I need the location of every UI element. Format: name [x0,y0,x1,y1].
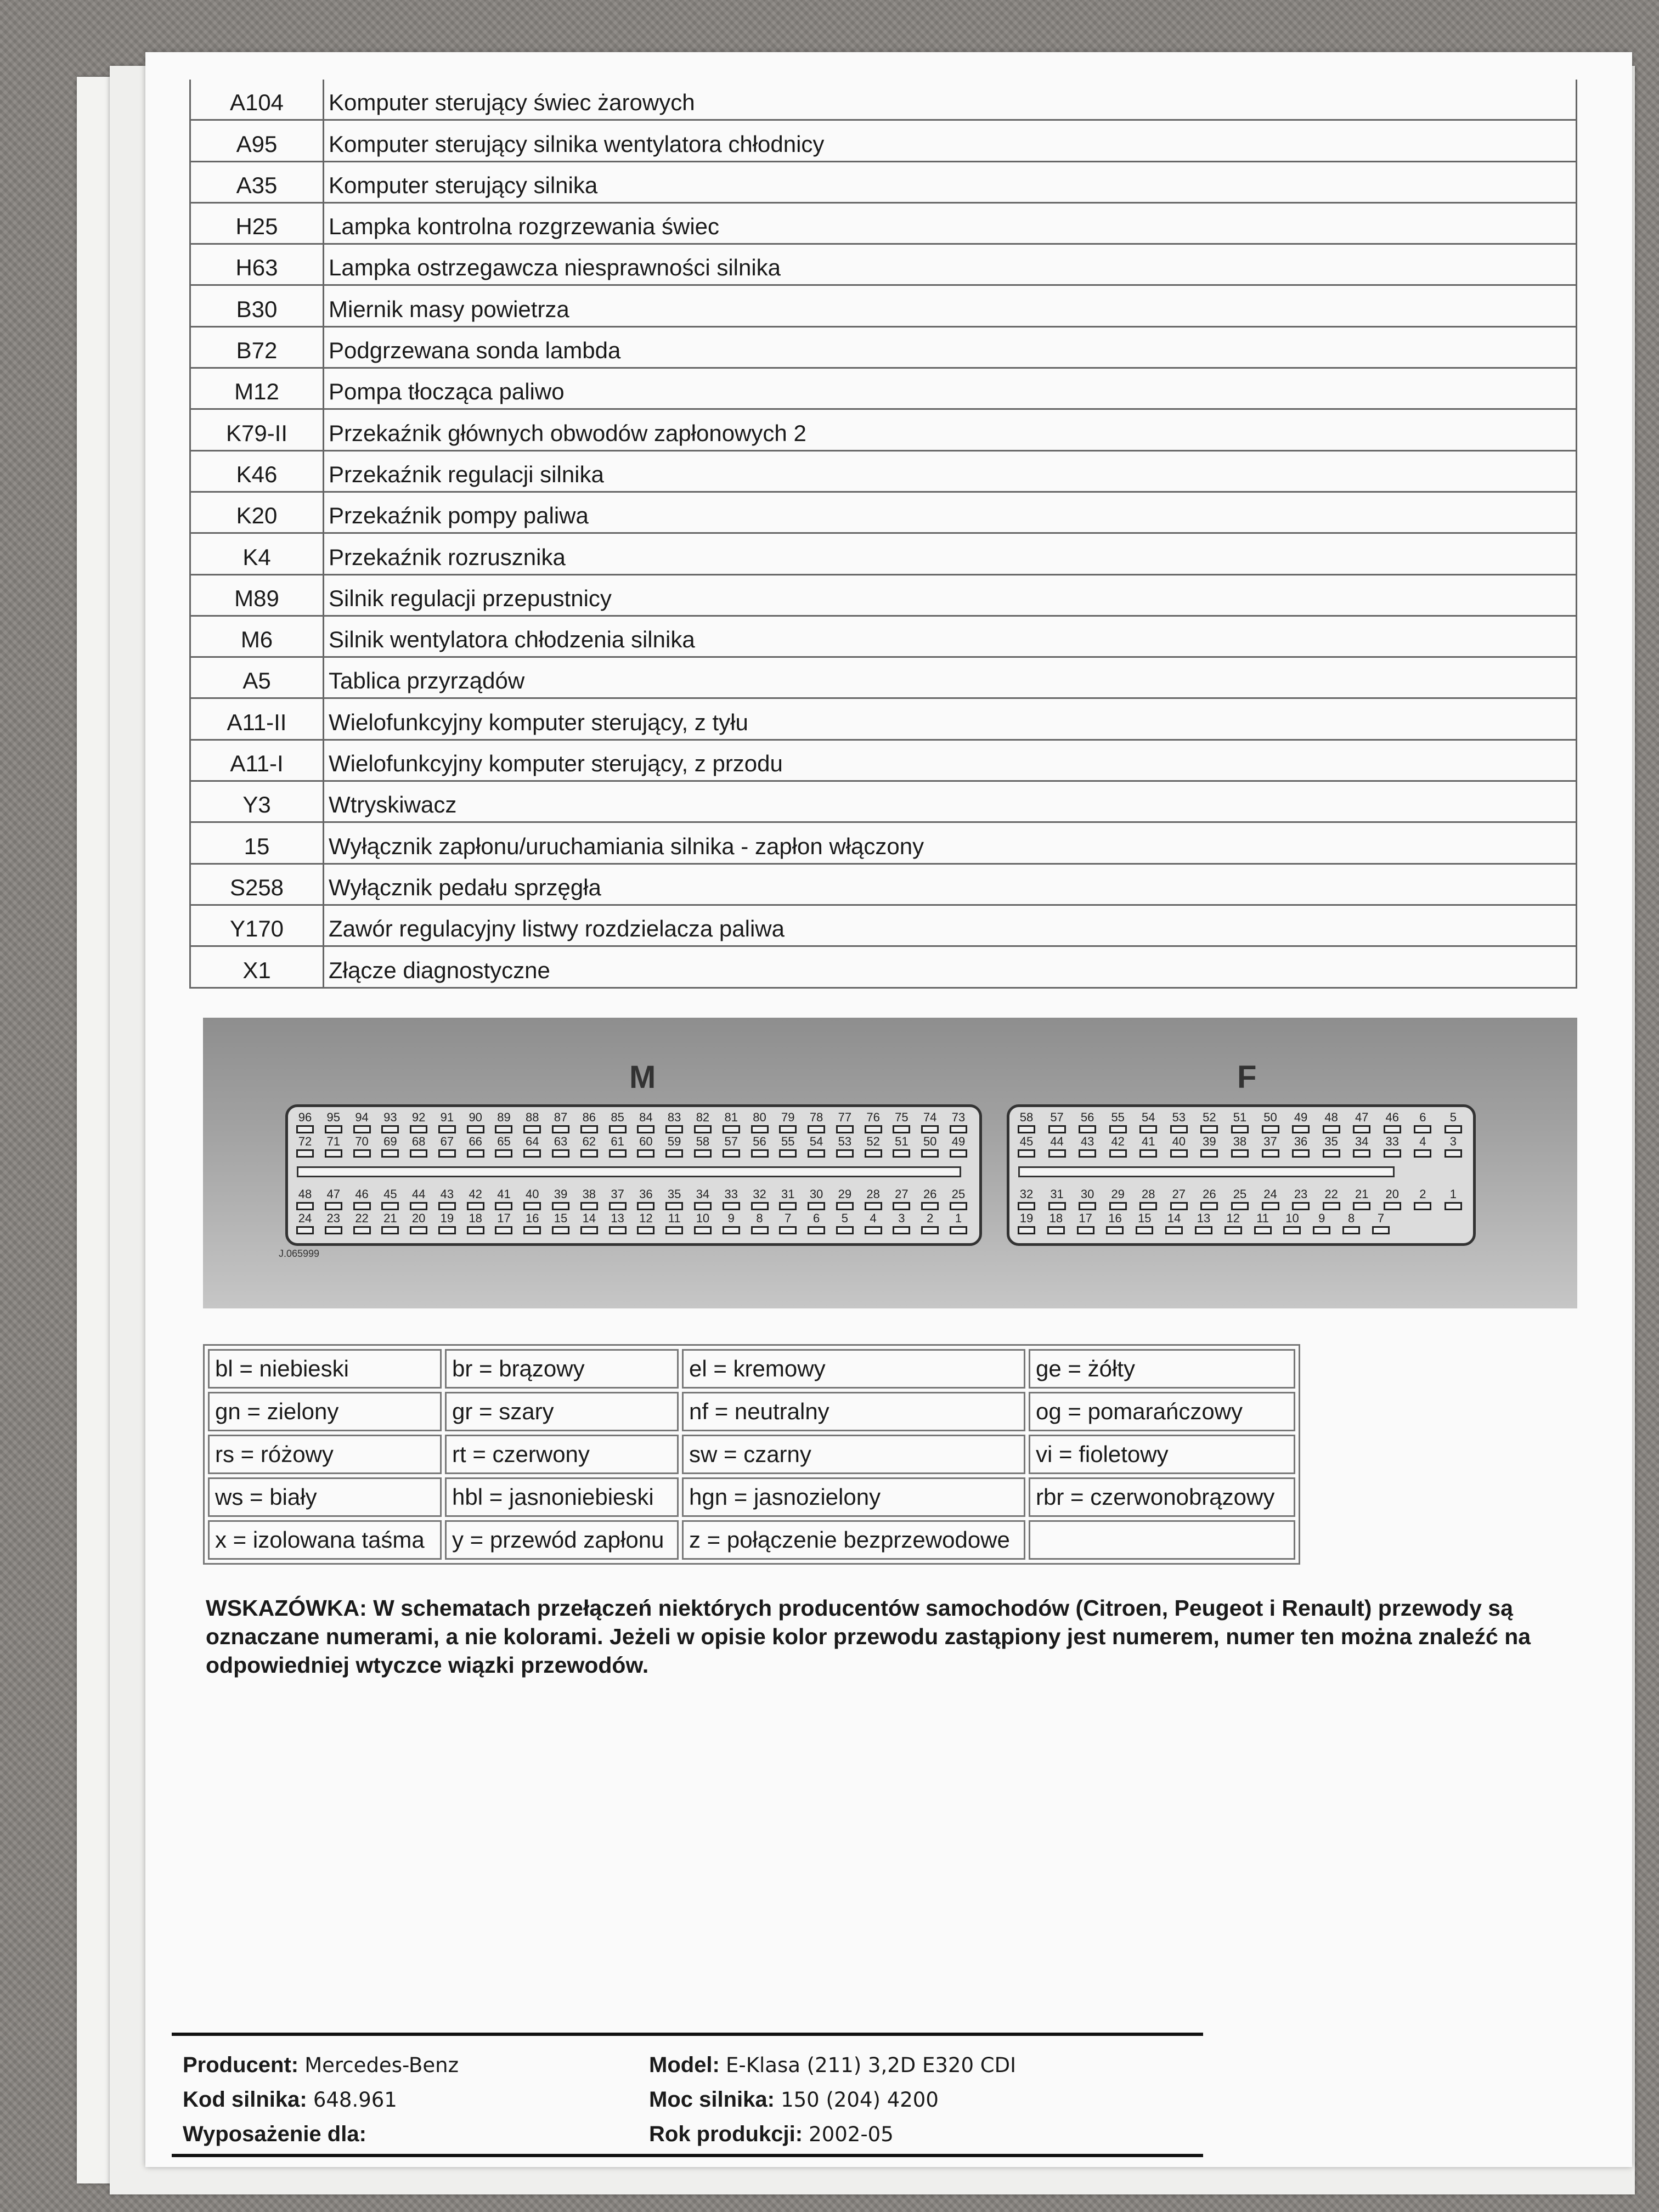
legend-row [208,1477,1295,1517]
connector-pin: 12 [1224,1212,1243,1234]
connector-divider [1018,1166,1395,1177]
connector-pin: 17 [1076,1212,1095,1234]
component-description: Wyłącznik zapłonu/uruchamiania silnika - zapłon włączony [324,822,1577,864]
connector-pin: 48 [1322,1111,1341,1133]
component-description: Komputer sterujący silnika [324,161,1577,202]
component-description: Przekaźnik pompy paliwa [324,492,1577,533]
connector-pin: 20 [409,1212,428,1234]
component-code: M6 [190,616,324,657]
component-code: A35 [190,161,324,202]
connector-pin: 50 [1261,1111,1280,1133]
component-row [190,409,1577,450]
component-description: Przekaźnik głównych obwodów zapłonowych 2 [324,409,1577,450]
connector-pin: 54 [1139,1111,1158,1133]
connector-pin: 1 [1444,1188,1463,1210]
component-description: Miernik masy powietrza [324,285,1577,326]
connector-pin: 3 [892,1212,911,1234]
connector-pin: 94 [353,1111,371,1133]
connector-pin: 52 [1200,1111,1218,1133]
connector-pin: 16 [523,1212,541,1234]
connector-pin: 67 [438,1136,456,1158]
component-code: M89 [190,574,324,616]
component-row [190,285,1577,326]
connector-pin: 41 [494,1188,513,1210]
legend-cell: bl = niebieski [208,1349,442,1389]
connector-pin: 83 [665,1111,684,1133]
connector-pin: 8 [1342,1212,1361,1234]
connector-pin: 65 [494,1136,513,1158]
legend-cell: x = izolowana taśma [208,1520,442,1560]
legend-cell: br = brązowy [445,1349,679,1389]
connector-pin: 56 [751,1136,769,1158]
connector-pin: 54 [807,1136,826,1158]
connector-pin: 42 [1109,1136,1127,1158]
component-description: Wielofunkcyjny komputer sterujący, z tyłu [324,698,1577,740]
component-row [190,740,1577,781]
component-code: A5 [190,657,324,698]
component-code: Y170 [190,905,324,946]
connector-pin: 7 [1372,1212,1390,1234]
pin-row [1017,1188,1463,1210]
component-description: Lampka kontrolna rozgrzewania świec [324,202,1577,244]
connector-pin: 69 [381,1136,399,1158]
connector-pin: 22 [1322,1188,1341,1210]
connector-pin: 75 [892,1111,911,1133]
connector-pin: 27 [1170,1188,1188,1210]
pin-row [296,1188,968,1210]
connector-pin: 25 [1231,1188,1249,1210]
component-code: K4 [190,533,324,574]
legend-row [208,1349,1295,1389]
component-description: Silnik wentylatora chłodzenia silnika [324,616,1577,657]
component-row [190,450,1577,492]
legend-row [208,1435,1295,1474]
producent-label: Producent: [183,2053,299,2077]
connector-pin: 47 [1352,1111,1371,1133]
connector-diagram [203,1018,1577,1308]
connector-pin: 4 [1413,1136,1432,1158]
connector-pin: 1 [949,1212,968,1234]
footer-right [649,2048,1016,2152]
connector-pin: 37 [608,1188,627,1210]
connector-pin: 78 [807,1111,826,1133]
legend-cell: gr = szary [445,1392,679,1431]
connector-pin: 9 [1312,1212,1331,1234]
legend-cell: ge = żółty [1029,1349,1295,1389]
connector-pin: 41 [1139,1136,1158,1158]
kod-label: Kod silnika: [183,2087,307,2112]
connector-pin: 23 [1291,1188,1310,1210]
connector-pin: 73 [949,1111,968,1133]
connector-pin: 45 [381,1188,399,1210]
component-row [190,80,1577,120]
connector-pin: 13 [608,1212,627,1234]
connector-pin: 64 [523,1136,541,1158]
connector-pin: 89 [494,1111,513,1133]
component-description: Złącze diagnostyczne [324,946,1577,988]
connector-pin: 29 [836,1188,854,1210]
connector-pin: 79 [778,1111,797,1133]
connector-pin: 22 [353,1212,371,1234]
connector-m [285,1104,982,1246]
component-code: X1 [190,946,324,988]
rok-label: Rok produkcji: [649,2122,803,2146]
connector-pin: 66 [466,1136,485,1158]
connector-pin: 11 [1254,1212,1272,1234]
connector-pin: 25 [949,1188,968,1210]
component-description: Komputer sterujący świec żarowych [324,80,1577,120]
connector-m-label: M [629,1059,656,1095]
component-code: A104 [190,80,324,120]
connector-pin: 68 [409,1136,428,1158]
component-code: S258 [190,864,324,905]
connector-pin: 12 [636,1212,655,1234]
connector-f-label: F [1237,1059,1257,1095]
pin-row [1017,1136,1463,1158]
connector-pin: 72 [296,1136,314,1158]
connector-pin: 30 [1078,1188,1097,1210]
legend-cell: vi = fioletowy [1029,1435,1295,1474]
pin-row [1017,1111,1463,1133]
connector-pin: 5 [1444,1111,1463,1133]
connector-pin: 8 [751,1212,769,1234]
connector-pin: 37 [1261,1136,1280,1158]
connector-pin: 21 [1352,1188,1371,1210]
pin-row [296,1212,968,1234]
connector-pin: 39 [1200,1136,1218,1158]
connector-pin: 39 [551,1188,570,1210]
component-row [190,574,1577,616]
connector-pin: 9 [722,1212,741,1234]
pin-row [296,1136,968,1158]
component-row [190,657,1577,698]
connector-pin: 15 [1135,1212,1154,1234]
connector-pin: 44 [1048,1136,1066,1158]
legend-row [208,1520,1295,1560]
connector-pin: 81 [722,1111,741,1133]
connector-pin: 52 [864,1136,883,1158]
component-description: Wtryskiwacz [324,781,1577,822]
connector-pin: 48 [296,1188,314,1210]
connector-pin: 86 [580,1111,599,1133]
connector-pin: 43 [1078,1136,1097,1158]
connector-pin: 58 [693,1136,712,1158]
connector-pin: 2 [921,1212,939,1234]
legend-cell: rbr = czerwonobrązowy [1029,1477,1295,1517]
component-row [190,161,1577,202]
connector-pin: 95 [324,1111,343,1133]
connector-pin: 49 [1291,1111,1310,1133]
connector-pin: 92 [409,1111,428,1133]
connector-pin: 90 [466,1111,485,1133]
component-row [190,492,1577,533]
connector-pin: 82 [693,1111,712,1133]
connector-pin: 36 [1291,1136,1310,1158]
component-row [190,120,1577,161]
component-code: H25 [190,202,324,244]
component-code: 15 [190,822,324,864]
component-code: Y3 [190,781,324,822]
connector-pin: 71 [324,1136,343,1158]
connector-pin: 32 [1017,1188,1036,1210]
legend-cell: sw = czarny [682,1435,1025,1474]
document-page [145,52,1632,2167]
connector-pin: 28 [864,1188,883,1210]
connector-pin: 46 [353,1188,371,1210]
connector-pin: 14 [580,1212,599,1234]
component-code: K20 [190,492,324,533]
legend-cell: rt = czerwony [445,1435,679,1474]
connector-pin: 58 [1017,1111,1036,1133]
connector-pin: 50 [921,1136,939,1158]
legend-row [208,1392,1295,1431]
footer-left [183,2048,459,2151]
connector-pin: 49 [949,1136,968,1158]
connector-pin: 6 [807,1212,826,1234]
legend-cell: hbl = jasnoniebieski [445,1477,679,1517]
component-row [190,905,1577,946]
component-description: Przekaźnik regulacji silnika [324,450,1577,492]
connector-pin: 23 [324,1212,343,1234]
connector-pin: 51 [892,1136,911,1158]
pin-row [1017,1212,1390,1234]
component-description: Przekaźnik rozrusznika [324,533,1577,574]
connector-pin: 15 [551,1212,570,1234]
connector-pin: 70 [353,1136,371,1158]
connector-pin: 63 [551,1136,570,1158]
legend-cell: el = kremowy [682,1349,1025,1389]
connector-f [1007,1104,1476,1246]
connector-pin: 47 [324,1188,343,1210]
connector-pin: 30 [807,1188,826,1210]
connector-pin: 43 [438,1188,456,1210]
connector-pin: 96 [296,1111,314,1133]
component-description: Podgrzewana sonda lambda [324,326,1577,368]
connector-pin: 38 [1231,1136,1249,1158]
component-row [190,202,1577,244]
component-row [190,616,1577,657]
connector-pin: 18 [466,1212,485,1234]
connector-pin: 56 [1078,1111,1097,1133]
connector-pin: 33 [722,1188,741,1210]
connector-pin: 55 [778,1136,797,1158]
connector-pin: 34 [1352,1136,1371,1158]
connector-pin: 17 [494,1212,513,1234]
connector-pin: 24 [1261,1188,1280,1210]
connector-pin: 85 [608,1111,627,1133]
component-code: H63 [190,244,324,285]
diagram-ref-number: J.065999 [279,1248,320,1259]
connector-pin: 20 [1383,1188,1402,1210]
connector-pin: 87 [551,1111,570,1133]
connector-pin: 40 [523,1188,541,1210]
component-row [190,864,1577,905]
component-code: M12 [190,368,324,409]
legend-cell [1029,1520,1295,1560]
connector-pin: 27 [892,1188,911,1210]
document-footer [172,2033,1203,2157]
connector-pin: 57 [722,1136,741,1158]
component-code: A95 [190,120,324,161]
component-row [190,946,1577,988]
connector-pin: 46 [1383,1111,1402,1133]
connector-pin: 7 [778,1212,797,1234]
component-table [189,80,1577,989]
connector-pin: 34 [693,1188,712,1210]
connector-pin: 84 [636,1111,655,1133]
connector-pin: 11 [665,1212,684,1234]
component-description: Lampka ostrzegawcza niesprawności silnika [324,244,1577,285]
legend-cell: nf = neutralny [682,1392,1025,1431]
connector-pin: 35 [665,1188,684,1210]
model-label: Model: [649,2053,720,2077]
connector-divider [297,1166,961,1177]
connector-pin: 18 [1047,1212,1065,1234]
connector-pin: 51 [1231,1111,1249,1133]
component-code: A11-II [190,698,324,740]
connector-pin: 36 [636,1188,655,1210]
connector-pin: 3 [1444,1136,1463,1158]
connector-pin: 2 [1413,1188,1432,1210]
rok-value: 2002-05 [809,2123,894,2146]
connector-pin: 88 [523,1111,541,1133]
connector-pin: 26 [921,1188,939,1210]
connector-pin: 62 [580,1136,599,1158]
component-description: Wielofunkcyjny komputer sterujący, z przodu [324,740,1577,781]
connector-pin: 40 [1170,1136,1188,1158]
component-code: B30 [190,285,324,326]
legend-cell: og = pomarańczowy [1029,1392,1295,1431]
legend-cell: y = przewód zapłonu [445,1520,679,1560]
component-code: A11-I [190,740,324,781]
component-code: K46 [190,450,324,492]
component-description: Komputer sterujący silnika wentylatora chłodnicy [324,120,1577,161]
connector-pin: 76 [864,1111,883,1133]
connector-pin: 42 [466,1188,485,1210]
connector-pin: 24 [296,1212,314,1234]
legend-cell: z = połączenie bezprzewodowe [682,1520,1025,1560]
connector-pin: 33 [1383,1136,1402,1158]
component-description: Silnik regulacji przepustnicy [324,574,1577,616]
connector-pin: 29 [1109,1188,1127,1210]
legend-cell: rs = różowy [208,1435,442,1474]
pin-row [296,1111,968,1133]
connector-pin: 91 [438,1111,456,1133]
connector-pin: 80 [751,1111,769,1133]
connector-pin: 93 [381,1111,399,1133]
component-row [190,368,1577,409]
connector-pin: 45 [1017,1136,1036,1158]
connector-pin: 31 [778,1188,797,1210]
connector-pin: 38 [580,1188,599,1210]
connector-pin: 21 [381,1212,399,1234]
model-value: E-Klasa (211) 3,2D E320 CDI [726,2053,1017,2077]
connector-pin: 55 [1109,1111,1127,1133]
connector-pin: 44 [409,1188,428,1210]
component-row [190,698,1577,740]
moc-label: Moc silnika: [649,2087,775,2112]
connector-pin: 10 [1283,1212,1301,1234]
connector-pin: 31 [1048,1188,1066,1210]
moc-value: 150 (204) 4200 [781,2088,939,2112]
connector-pin: 13 [1194,1212,1213,1234]
component-row [190,822,1577,864]
connector-pin: 5 [836,1212,854,1234]
legend-cell: gn = zielony [208,1392,442,1431]
connector-pin: 32 [751,1188,769,1210]
component-row [190,326,1577,368]
connector-pin: 26 [1200,1188,1218,1210]
connector-pin: 59 [665,1136,684,1158]
connector-pin: 74 [921,1111,939,1133]
wyposazenie-label: Wyposażenie dla: [183,2122,366,2146]
connector-pin: 35 [1322,1136,1341,1158]
connector-pin: 10 [693,1212,712,1234]
component-description: Wyłącznik pedału sprzęgła [324,864,1577,905]
connector-pin: 28 [1139,1188,1158,1210]
connector-pin: 53 [836,1136,854,1158]
hint-text: WSKAZÓWKA: W schematach przełączeń niektórych producentów samochodów (Citroen, Peugeot i Renault) przewody są oznaczane numerami, a nie kolorami. Jeżeli w opisie kolor przewodu zastąpiony jest numerem, numer ten można znaleźć na odpowiedniej wtyczce wiązki przewodów. [206,1595,1531,1678]
connector-pin: 57 [1048,1111,1066,1133]
component-description: Tablica przyrządów [324,657,1577,698]
component-description: Zawór regulacyjny listwy rozdzielacza paliwa [324,905,1577,946]
connector-pin: 16 [1105,1212,1124,1234]
kod-value: 648.961 [313,2088,397,2112]
connector-pin: 77 [836,1111,854,1133]
component-code: K79-II [190,409,324,450]
connector-pin: 60 [636,1136,655,1158]
connector-pin: 19 [1017,1212,1036,1234]
component-row [190,781,1577,822]
component-description: Pompa tłocząca paliwo [324,368,1577,409]
legend-cell: hgn = jasnozielony [682,1477,1025,1517]
connector-pin: 4 [864,1212,883,1234]
producent-value: Mercedes-Benz [304,2053,459,2077]
connector-pin: 14 [1165,1212,1183,1234]
connector-pin: 61 [608,1136,627,1158]
color-legend [203,1344,1300,1565]
connector-pin: 53 [1170,1111,1188,1133]
component-row [190,244,1577,285]
component-code: B72 [190,326,324,368]
component-row [190,533,1577,574]
connector-pin: 6 [1413,1111,1432,1133]
legend-cell: ws = biały [208,1477,442,1517]
connector-pin: 19 [438,1212,456,1234]
